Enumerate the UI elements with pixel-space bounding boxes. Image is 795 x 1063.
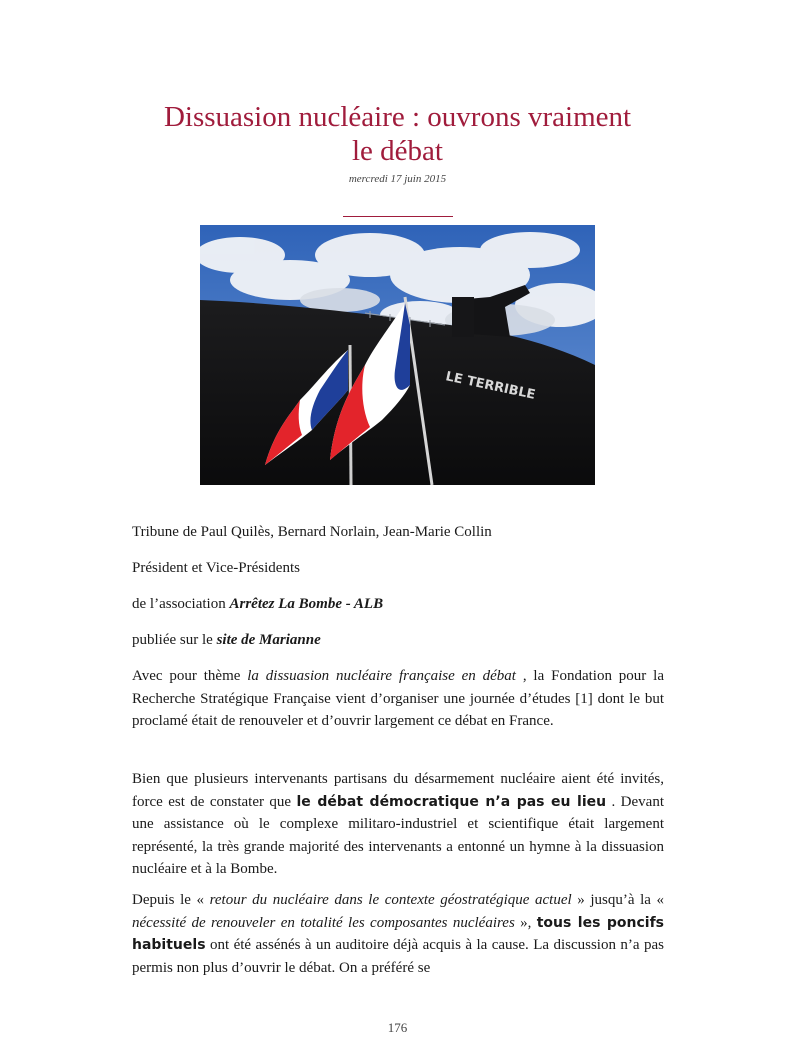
p1-theme: la dissuasion nucléaire française en débat xyxy=(247,668,516,684)
p3-emphasis: tous les poncifs habituels xyxy=(132,914,664,953)
title-divider xyxy=(343,216,453,217)
association-prefix: de l’association xyxy=(132,596,230,612)
byline-authors: Tribune de Paul Quilès, Bernard Norlain, Jean-Marie Collin xyxy=(132,524,492,540)
p3-quote-1: retour du nucléaire dans le contexte géostratégique actuel xyxy=(209,892,572,908)
submarine-photo xyxy=(200,225,595,485)
paragraph-3 xyxy=(132,889,664,979)
source-prefix: publiée sur le xyxy=(132,632,217,648)
byline-association xyxy=(132,594,383,614)
p2-text-c: . Devant une assistance où le complexe militaro-industriel et scientifique était largement représenté, la très grande majorité des intervenants a entonné un hymne à la dissuasion nucléaire et à la Bombe. xyxy=(132,793,664,877)
paragraph-2 xyxy=(132,768,664,881)
p1-text-c: , la Fondation pour la Recherche Stratégique Française vient d’organiser une journée d’études [1] dont le but proclamé était de renouveler et d’ouvrir largement ce débat en France. xyxy=(132,668,664,729)
p1-text-a: Avec pour thème xyxy=(132,668,248,684)
association-name: Arrêtez La Bombe - ALB xyxy=(229,596,384,612)
page-number: 176 xyxy=(387,1020,408,1035)
p2-text-a: Bien que plusieurs intervenants partisans du désarmement nucléaire aient été invités, force est de constater que xyxy=(132,771,664,810)
submarine-photo-illustration xyxy=(200,225,595,485)
p3-text-g: ont été assénés à un auditoire déjà acquis à la cause. La discussion n’a pas permis non plus d’ouvrir le débat. On a préféré se xyxy=(132,937,664,976)
publication-date: mercredi 17 juin 2015 xyxy=(348,173,447,185)
p3-text-c: » jusqu’à la « xyxy=(571,892,665,908)
byline-source xyxy=(132,630,321,650)
hull-lettering: LE TERRIBLE xyxy=(444,369,537,403)
p3-text-e: », xyxy=(514,914,537,931)
title-line-2: le débat xyxy=(352,135,443,167)
article-title xyxy=(90,100,705,168)
p3-quote-2: nécessité de renouveler en totalité les composantes nucléaires xyxy=(132,914,515,931)
byline-roles: Président et Vice-Présidents xyxy=(132,560,300,576)
p2-emphasis: le débat démocratique n’a pas eu lieu xyxy=(296,793,607,810)
title-line-1: Dissuasion nucléaire : ouvrons vraiment xyxy=(163,101,632,133)
source-site: site de Marianne xyxy=(216,632,321,648)
p3-text-a: Depuis le « xyxy=(132,892,210,908)
paragraph-1 xyxy=(132,665,664,733)
